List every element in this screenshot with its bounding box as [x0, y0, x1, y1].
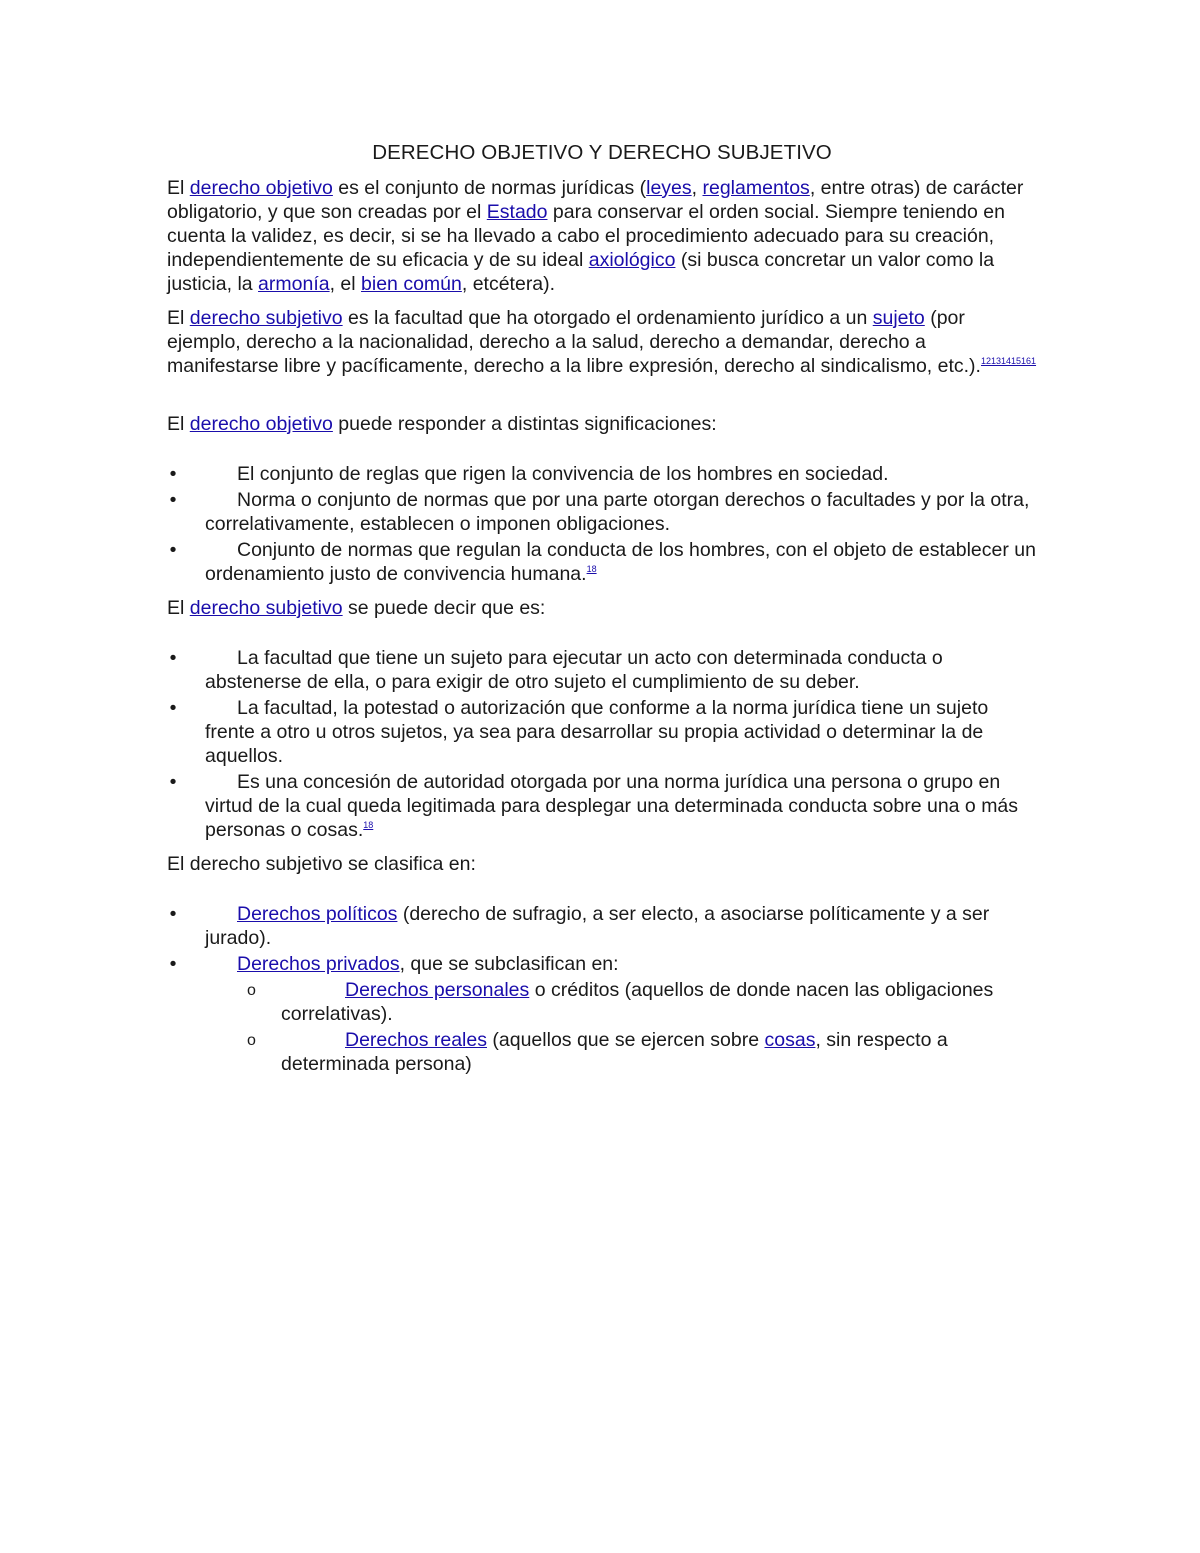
link-cosas[interactable]: cosas — [764, 1029, 816, 1051]
list-item-text: El conjunto de reglas que rigen la convivencia de los hombres en sociedad. — [237, 463, 889, 485]
text: puede responder a distintas significaciones: — [332, 413, 717, 435]
circle-bullet-icon: o — [247, 1032, 256, 1049]
text: (si busca concretar un valor como la justicia, la — [167, 249, 995, 295]
text: , etcétera). — [461, 273, 556, 295]
text: , el — [329, 273, 362, 295]
bullet-icon: • — [169, 463, 177, 485]
text: se puede decir que es: — [342, 597, 546, 619]
list-item — [167, 488, 1037, 536]
footnote-ref[interactable]: 18 — [586, 564, 597, 574]
bullet-icon: • — [169, 903, 177, 925]
document-page — [167, 138, 1037, 1086]
list-subjetivo — [167, 646, 1037, 842]
text: (por ejemplo, derecho a la nacionalidad, derecho a la salud, derecho a demandar, derecho a manifestarse libre y pacíficamente, derecho a la libre expresión, derecho al sindicalismo, etc.). — [167, 307, 981, 377]
link-axiologico[interactable]: axiológico — [588, 249, 676, 271]
link-bien-comun[interactable]: bien común — [361, 273, 462, 295]
footnote-ref[interactable]: 18 — [363, 820, 374, 830]
bullet-icon: • — [169, 697, 177, 719]
bullet-icon: • — [169, 953, 177, 975]
paragraph-subjetivo-es — [167, 596, 1037, 620]
list-item — [167, 902, 1037, 950]
text: (aquellos que se ejercen sobre — [486, 1029, 765, 1051]
list-item — [167, 770, 1037, 842]
link-derechos-personales[interactable]: Derechos personales — [345, 979, 530, 1001]
text: El — [167, 413, 190, 435]
text: (derecho de sufragio, a ser electo, a asociarse políticamente y a ser jurado). — [205, 903, 990, 949]
link-leyes[interactable]: leyes — [646, 177, 692, 199]
text: es el conjunto de normas jurídicas ( — [332, 177, 647, 199]
bullet-icon: • — [169, 771, 177, 793]
text: , entre otras) de carácter obligatorio, y que son creadas por el — [167, 177, 1024, 223]
list-item-text: La facultad que tiene un sujeto para ejecutar un acto con determinada conducta o abstenerse de ella, o para exigir de otro sujeto el cumplimiento de su deber. — [205, 647, 943, 693]
sublist-item — [205, 1028, 1037, 1076]
circle-bullet-icon: o — [247, 982, 256, 999]
paragraph-objetivo-significaciones — [167, 412, 1037, 436]
list-item — [167, 538, 1037, 586]
list-item-text: Conjunto de normas que regulan la conducta de los hombres, con el objeto de establecer un ordenamiento justo de convivencia humana. — [205, 539, 1036, 585]
paragraph-derecho-objetivo — [167, 176, 1037, 296]
text: es la facultad que ha otorgado el ordenamiento jurídico a un — [342, 307, 873, 329]
text: , — [691, 177, 703, 199]
list-item-text: Norma o conjunto de normas que por una parte otorgan derechos o facultades y por la otra, correlativamente, establecen o imponen obligaciones. — [205, 489, 1030, 535]
text: para conservar el orden social. Siempre teniendo en cuenta la validez, es decir, si se ha llevado a cabo el procedimiento adecuado para su creación, independientemente de su eficacia y de su ideal — [167, 201, 1005, 271]
bullet-icon: • — [169, 489, 177, 511]
text: , sin respecto a determinada persona) — [281, 1029, 948, 1075]
link-derecho-subjetivo-2[interactable]: derecho subjetivo — [189, 597, 343, 619]
paragraph-derecho-subjetivo — [167, 306, 1037, 378]
bullet-icon: • — [169, 539, 177, 561]
link-derecho-objetivo-2[interactable]: derecho objetivo — [189, 413, 333, 435]
page-title: DERECHO OBJETIVO Y DERECHO SUBJETIVO — [372, 141, 832, 164]
link-sujeto[interactable]: sujeto — [872, 307, 925, 329]
text: El — [167, 177, 190, 199]
list-item-text — [205, 953, 400, 975]
link-derechos-reales[interactable]: Derechos reales — [345, 1029, 487, 1051]
list-item — [167, 696, 1037, 768]
bullet-icon: • — [169, 647, 177, 669]
sublist-privados — [205, 978, 1037, 1076]
list-clasificacion — [167, 902, 1037, 1076]
list-item-text — [281, 979, 529, 1001]
link-estado[interactable]: Estado — [486, 201, 548, 223]
footnote-refs[interactable]: 12131415161 — [980, 356, 1037, 366]
text: El — [167, 597, 190, 619]
text: , que se subclasifican en: — [399, 953, 619, 975]
list-item — [167, 952, 1037, 1076]
link-derecho-objetivo[interactable]: derecho objetivo — [189, 177, 333, 199]
list-item-text: La facultad, la potestad o autorización que conforme a la norma jurídica tiene un sujeto frente a otro u otros sujetos, ya sea para desarrollar su propia actividad o determinar la de aquellos. — [205, 697, 989, 767]
paragraph-clasifica: El derecho subjetivo se clasifica en: — [167, 853, 476, 875]
link-reglamentos[interactable]: reglamentos — [702, 177, 810, 199]
link-derechos-politicos[interactable]: Derechos políticos — [237, 903, 398, 925]
list-item — [167, 462, 1037, 486]
text: o créditos (aquellos de donde nacen las obligaciones correlativas). — [281, 979, 994, 1025]
list-item-text: Es una concesión de autoridad otorgada por una norma jurídica una persona o grupo en virtud de la cual queda legitimada para desplegar una determinada conducta sobre una o más personas o cosas. — [205, 771, 1019, 841]
link-derecho-subjetivo[interactable]: derecho subjetivo — [189, 307, 343, 329]
list-item-text — [205, 903, 397, 925]
link-derechos-privados[interactable]: Derechos privados — [237, 953, 400, 975]
link-armonia[interactable]: armonía — [258, 273, 330, 295]
spacer — [167, 378, 1037, 412]
list-item-text — [281, 1029, 487, 1051]
sublist-item — [205, 978, 1037, 1026]
list-significaciones — [167, 462, 1037, 586]
text: El — [167, 307, 190, 329]
list-item — [167, 646, 1037, 694]
